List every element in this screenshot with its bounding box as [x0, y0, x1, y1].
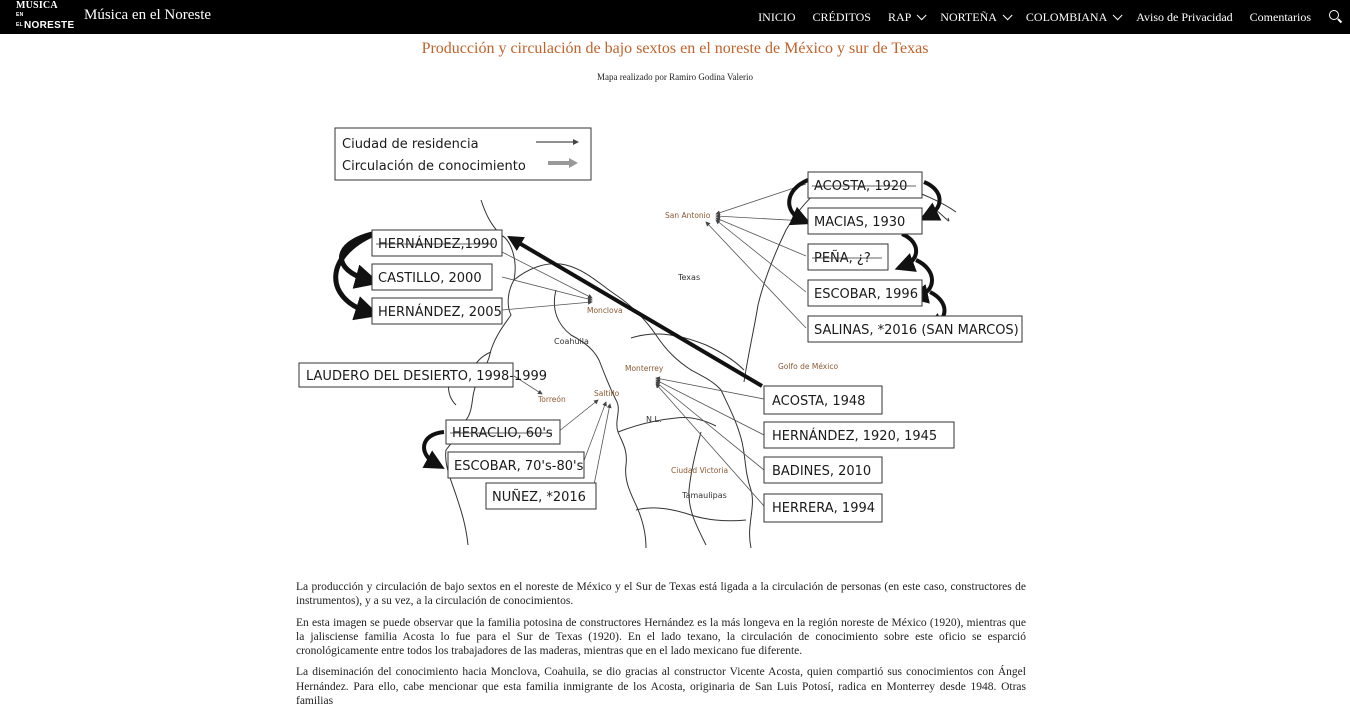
paragraph: La producción y circulación de bajo sextos en el noreste de México y el Sur de Texas está ligada a la circulación de personas (en este caso, constructores de instrumentos), y a su vez, a la circulación de conocimientos.: [296, 581, 1026, 608]
nav-label: NORTEÑA: [940, 9, 997, 24]
nav-item-inicio[interactable]: [758, 10, 795, 25]
place-nl: N.L.: [646, 415, 662, 424]
logo-line-2: [16, 11, 75, 31]
box-pena: PEÑA, ¿?: [814, 251, 871, 266]
place-san-antonio: San Antonio: [665, 211, 711, 220]
map-name-boxes: [299, 172, 1022, 522]
site-logo[interactable]: [16, 0, 75, 31]
box-acosta-1920: ACOSTA, 1920: [814, 179, 908, 194]
map-svg: [296, 120, 1032, 552]
chevron-down-icon: [1113, 10, 1123, 20]
place-torreon: Torreón: [538, 395, 566, 404]
page-title: Producción y circulación de bajo sextos en el noreste de México y sur de Texas: [421, 40, 929, 57]
place-golfo: Golfo de México: [778, 362, 839, 371]
legend-residence-label: Ciudad de residencia: [342, 137, 479, 152]
map-caption: Mapa realizado por Ramiro Godina Valerio: [596, 72, 754, 82]
box-laudero: LAUDERO DEL DESIERTO, 1998-1999: [306, 369, 548, 384]
box-castillo-2000: CASTILLO, 2000: [378, 271, 482, 286]
nav-label: Aviso de Privacidad: [1136, 9, 1233, 24]
box-nunez-2016: NUÑEZ, *2016: [492, 490, 586, 505]
place-tamaulipas: Tamaulipas: [682, 491, 727, 500]
nav-label: INICIO: [758, 9, 796, 24]
nav-item-creditos[interactable]: [813, 10, 871, 25]
top-navigation-bar: [0, 0, 1350, 34]
box-salinas: SALINAS, *2016 (SAN MARCOS): [814, 323, 1019, 338]
legend-knowledge-label: Circulación de conocimiento: [342, 159, 526, 174]
box-heraclio: HERACLIO, 60's: [452, 426, 553, 441]
nav-item-aviso-privacidad[interactable]: [1136, 10, 1232, 25]
nav-label: CRÉDITOS: [812, 9, 871, 24]
nav-label: COLOMBIANA: [1025, 9, 1108, 24]
site-title[interactable]: Música en el Noreste: [84, 7, 212, 23]
box-hernandez-2005: HERNÁNDEZ, 2005: [378, 305, 502, 320]
main-nav: [758, 0, 1350, 34]
place-saltillo: Saltillo: [594, 389, 620, 398]
box-hernandez-1920-1945: HERNÁNDEZ, 1920, 1945: [772, 429, 938, 444]
place-monterrey: Monterrey: [625, 364, 664, 373]
paragraph: La diseminación del conocimiento hacia Monclova, Coahuila, se dio gracias al constructor Vicente Acosta, quien compartió sus conocimientos con Ángel Hernández. Para ello, cabe mencionar que esta familia inmigrante de los Acosta, originaria de San Luis Potosí, radica en Monterrey desde 1948. Otras familias: [296, 666, 1026, 708]
place-coahuila: Coahuila: [554, 337, 589, 346]
nav-item-nortena[interactable]: [940, 10, 1009, 25]
box-herrera-1994: HERRERA, 1994: [772, 501, 876, 516]
chevron-down-icon: [917, 10, 927, 20]
nav-item-rap[interactable]: [888, 10, 923, 25]
logo-line-1: MÚSICA: [16, 0, 58, 11]
place-monclova: Monclova: [587, 306, 623, 315]
nav-item-comentarios[interactable]: [1250, 10, 1311, 25]
box-macias-1930: MACIAS, 1930: [814, 215, 906, 230]
box-escobar-70-80: ESCOBAR, 70's-80's: [454, 459, 584, 474]
nav-label: Comentarios: [1249, 9, 1311, 24]
article-body: [296, 580, 1026, 715]
paragraph: En esta imagen se puede observar que la familia potosina de constructores Hernández es la más longeva en la región noreste de México (1920), mientras que la jalisciense familia Acosta lo fue para el Sur de Texas (1920). En el lado texano, la circulación de conocimiento sobre este oficio se esparció cronológicamente entre todos los trabajadores de las maderas, mientras que en el lado mexicano fue diferente.: [296, 616, 1026, 658]
place-texas: Texas: [678, 273, 701, 282]
map-legend: [335, 128, 591, 180]
logo-en: EN EL: [16, 11, 24, 28]
nav-label: RAP: [887, 9, 912, 24]
nav-item-colombiana[interactable]: [1026, 10, 1119, 25]
chevron-down-icon: [1003, 10, 1013, 20]
logo-noreste: NORESTE: [24, 20, 75, 31]
map-figure: [296, 120, 1032, 552]
box-hernandez-1990: HERNÁNDEZ,1990: [378, 237, 498, 252]
box-acosta-1948: ACOSTA, 1948: [772, 394, 866, 409]
box-badines-2010: BADINES, 2010: [772, 464, 872, 479]
box-escobar-1996: ESCOBAR, 1996: [814, 287, 918, 302]
place-ciudad-victoria: Ciudad Victoria: [671, 466, 729, 475]
search-icon[interactable]: [1328, 9, 1344, 25]
